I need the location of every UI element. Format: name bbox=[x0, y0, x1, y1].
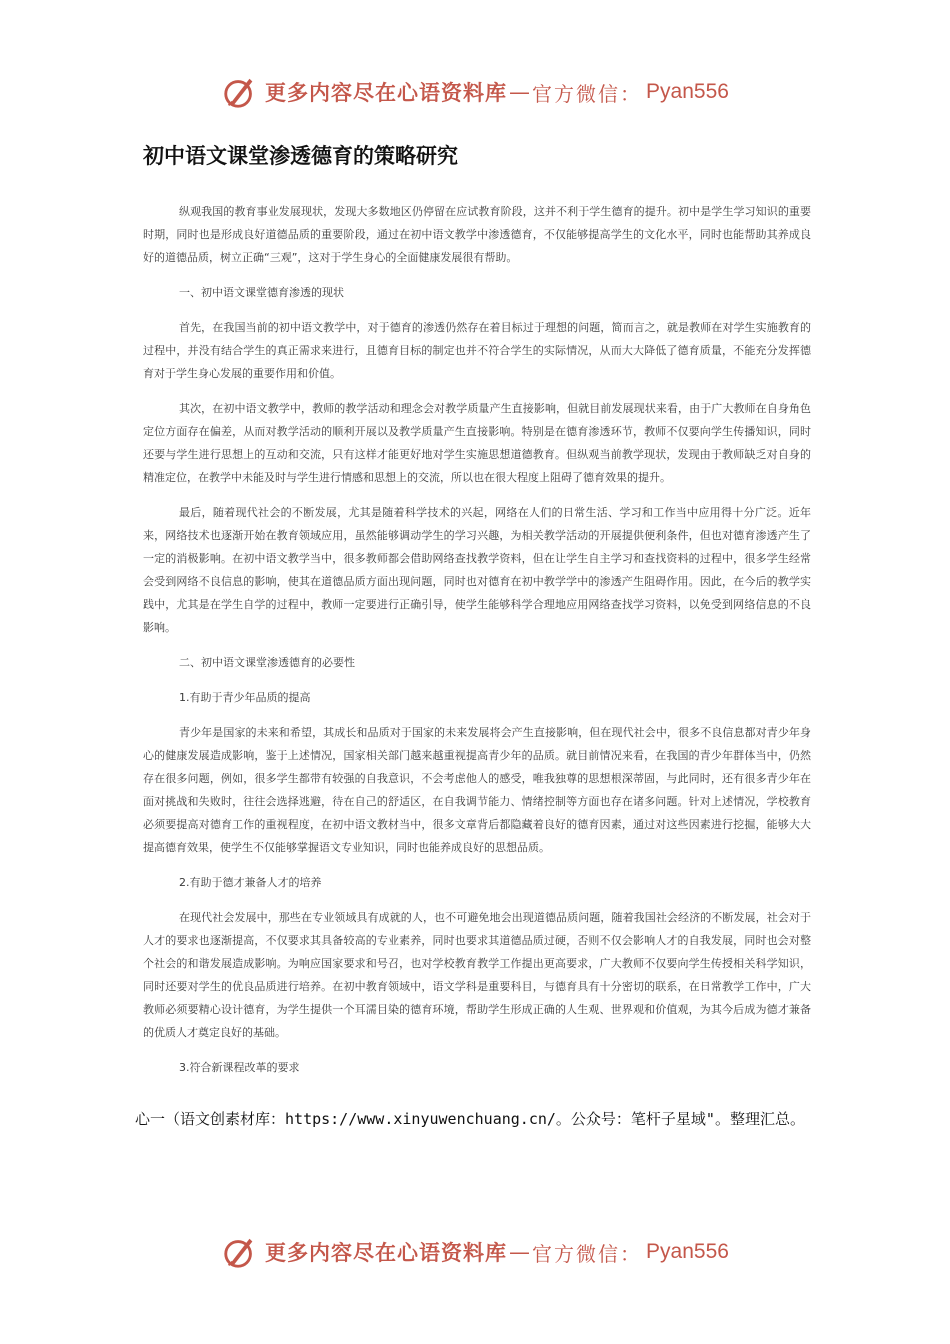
paragraph: 其次，在初中语文教学中，教师的教学活动和理念会对教学质量产生直接影响，但就目前发展现状来看，由于广大教师在自身角色定位方面存在偏差，从而对教学活动的顺利开展以及教学质量产生直接影响。特别是在德育渗透环节，教师不仅要向学生传播知识，同时还要与学生进行思想上的互动和交流，只有这样才能更好地对学生实施思想道德教育。但纵观当前教学现状，发现由于教师缺乏对自身的精准定位，在教学中未能及时与学生进行情感和思想上的交流，所以也在很大程度上阻碍了德育效果的提升。 bbox=[143, 402, 811, 484]
banner-main-text: 更多内容尽在心语资料库 bbox=[265, 80, 508, 105]
header-banner bbox=[0, 72, 950, 112]
subsection-heading-1: 1.有助于青少年品质的提高 bbox=[179, 691, 311, 704]
document-title: 初中语文课堂渗透德育的策略研究 bbox=[143, 144, 458, 168]
subsection-heading-2: 2.有助于德才兼备人才的培养 bbox=[179, 876, 322, 889]
paragraph: 首先，在我国当前的初中语文教学中，对于德育的渗透仍然存在着目标过于理想的问题，简而言之，就是教师在对学生实施教育的过程中，并没有结合学生的真正需求来进行，且德育目标的制定也并不符合学生的实际情况，从而大大降低了德育质量，不能充分发挥德育对于学生身心发展的重要作用和价值。 bbox=[143, 321, 811, 380]
section-heading-2: 二、初中语文课堂渗透德育的必要性 bbox=[179, 656, 355, 669]
source-note: 心一（语文创素材库：https://www.xinyuwenchuang.cn/。公众号：笔杆子星域"。整理汇总。 bbox=[135, 1110, 805, 1128]
section-heading-1: 一、初中语文课堂德育渗透的现状 bbox=[179, 286, 344, 299]
document-body bbox=[143, 200, 811, 1079]
banner-wechat-id: Pyan556 bbox=[646, 1240, 729, 1263]
banner-main-text: 更多内容尽在心语资料库 bbox=[265, 1240, 508, 1265]
paragraph-intro: 纵观我国的教育事业发展现状，发现大多数地区仍停留在应试教育阶段，这并不利于学生德育的提升。初中是学生学习知识的重要时期，同时也是形成良好道德品质的重要阶段，通过在初中语文教学中渗透德育，不仅能够提高学生的文化水平，同时也能帮助其养成良好的道德品质，树立正确“三观”，这对于学生身心的全面健康发展很有帮助。 bbox=[143, 205, 811, 264]
subsection-heading-3: 3.符合新课程改革的要求 bbox=[179, 1061, 300, 1074]
paragraph: 青少年是国家的未来和希望，其成长和品质对于国家的未来发展将会产生直接影响，但在现代社会中，很多不良信息都对青少年身心的健康发展造成影响，鉴于上述情况，国家相关部门越来越重视提高青少年的品质。就目前情况来看，在我国的青少年群体当中，仍然存在很多问题，例如，很多学生都带有较强的自我意识，不会考虑他人的感受，唯我独尊的思想根深蒂固，与此同时，还有很多青少年在面对挑战和失败时，往往会选择逃避，待在自己的舒适区，在自我调节能力、情绪控制等方面也存在诸多问题。针对上述情况，学校教育必须要提高对德育工作的重视程度，在初中语文教材当中，很多文章背后都隐藏着良好的德育因素，通过对这些因素进行挖掘，能够大大提高德育效果，使学生不仅能够掌握语文专业知识，同时也能养成良好的思想品质。 bbox=[143, 726, 811, 854]
paragraph: 最后，随着现代社会的不断发展，尤其是随着科学技术的兴起，网络在人们的日常生活、学习和工作当中应用得十分广泛。近年来，网络技术也逐渐开始在教育领域应用，虽然能够调动学生的学习兴趣，为相关教学活动的开展提供便利条件，但也对德育渗透产生了一定的消极影响。在初中语文教学当中，很多教师都会借助网络查找教学资料，但在让学生自主学习和查找资料的过程中，很多学生经常会受到网络不良信息的影响，使其在道德品质方面出现问题，同时也对德育在初中教学学中的渗透产生阻碍作用。因此，在今后的教学实践中，尤其是在学生自学的过程中，教师一定要进行正确引导，使学生能够科学合理地应用网络查找学习资料，以免受到网络信息的不良影响。 bbox=[143, 506, 811, 634]
banner-dash: — bbox=[509, 1240, 531, 1264]
banner-dash: — bbox=[509, 80, 531, 104]
banner-sub-text: 官方微信： bbox=[532, 1241, 643, 1266]
banner-wechat-id: Pyan556 bbox=[646, 80, 729, 103]
paragraph: 在现代社会发展中，那些在专业领域具有成就的人，也不可避免地会出现道德品质问题，随着我国社会经济的不断发展，社会对于人才的要求也逐渐提高，不仅要求其具备较高的专业素养，同时也要求其道德品质过硬，否则不仅会影响人才的自我发展，同时也会对整个社会的和谐发展造成影响。为响应国家要求和号召，也对学校教育教学工作提出更高要求，广大教师不仅要向学生传授相关科学知识，同时还要对学生的优良品质进行培养。在初中教育领域中，语文学科是重要科目，与德育具有十分密切的联系，在日常教学工作中，广大教师必须要精心设计德育，为学生提供一个耳濡目染的德育环境，帮助学生形成正确的人生观、世界观和价值观，为其今后成为德才兼备的优质人才奠定良好的基础。 bbox=[143, 911, 811, 1039]
footer-banner bbox=[0, 1232, 950, 1272]
quill-logo-icon bbox=[221, 1233, 259, 1271]
quill-logo-icon bbox=[221, 73, 259, 111]
banner-sub-text: 官方微信： bbox=[532, 81, 643, 106]
